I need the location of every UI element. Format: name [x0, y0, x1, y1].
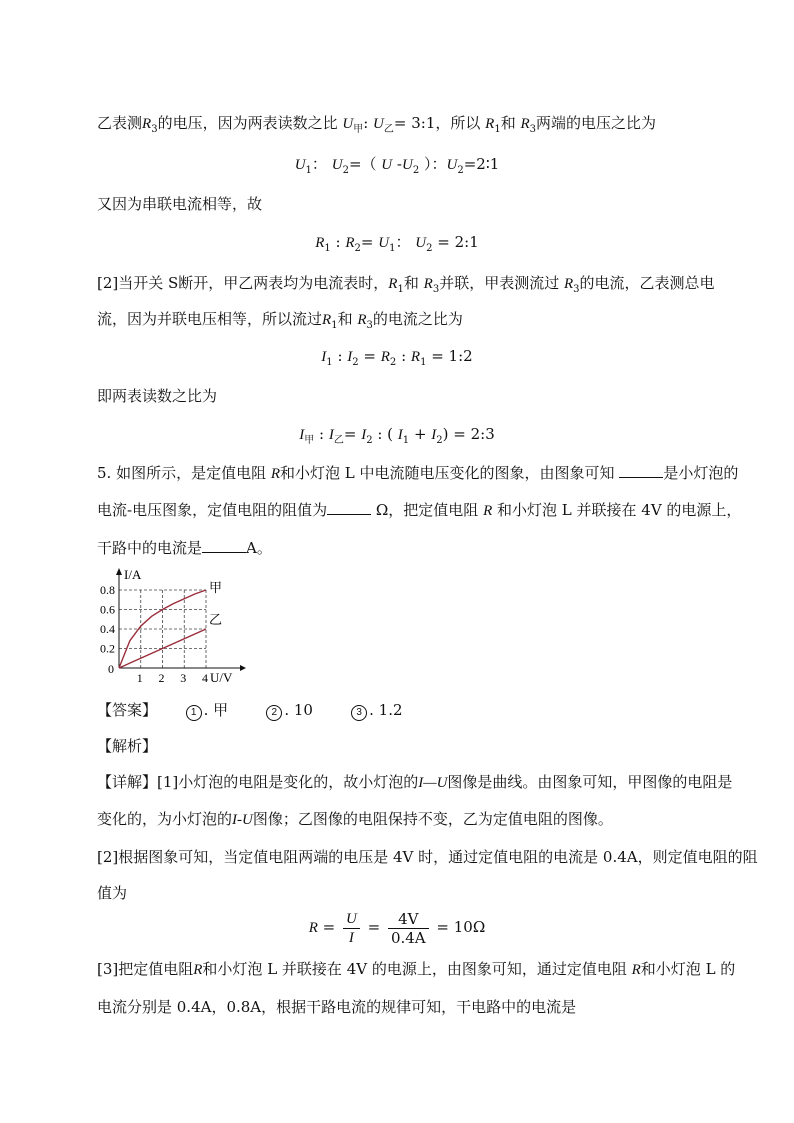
text-line: 电流分别是 0.4A，0.8A，根据干路电流的规律可知，干电路中的电流是 [97, 998, 577, 1016]
answer-blank[interactable] [327, 500, 371, 515]
text-line: 又因为串联电流相等，故 [97, 195, 263, 213]
question-line: 5. 如图所示，是定值电阻 R和小灯泡 L 中电流随电压变化的图象，由图象可知 是小灯泡的 [97, 464, 739, 482]
chart-grid [119, 590, 206, 668]
circled-number: 3 [351, 705, 367, 721]
text-line: [3]把定值电阻R和小灯泡 L 并联接在 4V 的电源上，由图象可知，通过定值电阻 R和小灯泡 L 的 [97, 960, 736, 978]
text-line: [2]根据图象可知，当定值电阻两端的电压是 4V 时，通过定值电阻的电流是 0.4A，则定值电阻的阻 [97, 848, 758, 866]
origin-label: 0 [108, 662, 114, 676]
equation: $I_1$ : $I_2 = R_2$ : $R_1$ = 1:2 [321, 347, 473, 368]
section-heading: 【解析】 [97, 737, 158, 755]
equation: $I_甲$ : $I_乙= I_2$ : ( $I_1 + I_2$) = 2:3 [299, 425, 495, 446]
text-line: 流，因为并联电压相等，所以流过$R_1$和 $R_3$的电流之比为 [97, 310, 463, 331]
iu-graph [100, 565, 250, 690]
series-label: 甲 [209, 581, 223, 596]
text-line: [2]当开关 S断开，甲乙两表均为电流表时，$R_1$和 $R_3$并联，甲表测流过 $R_3$的电流，乙表测总电 [97, 274, 715, 295]
equation: R = $\frac{U}{I}$ = $\frac{4V}{0.4A}$ = 10Ω [308, 909, 486, 947]
question-line: 干路中的电流是 A。 [97, 539, 272, 557]
text-line: 值为 [97, 884, 128, 902]
equation: $R_1$ : $R_2= U_1$： $U_2$ = 2:1 [315, 233, 479, 254]
text-line: 乙表测$R_3$的电压，因为两表读数之比 $U_甲$: $U_乙=$ 3:1，所以 $R_1$和 $R_3$两端的电压之比为 [97, 114, 657, 135]
y-tick-label: 0.8 [100, 583, 115, 597]
circled-number: 1 [186, 705, 202, 721]
x-tick-label: 2 [158, 671, 165, 685]
answer-blank[interactable] [619, 463, 663, 478]
text-line: 即两表读数之比为 [97, 387, 218, 405]
x-axis-arrow [240, 665, 246, 671]
circled-number: 2 [266, 705, 282, 721]
x-tick-label: 1 [136, 671, 143, 685]
question-line: 电流-电压图象，定值电阻的阻值为 Ω，把定值电阻 R 和小灯泡 L 并联接在 4V 的电源上， [97, 501, 742, 519]
x-tick-label: 4 [202, 671, 208, 685]
y-tick-label: 0.4 [100, 622, 115, 636]
text-line: 变化的，为小灯泡的I-U图像；乙图像的电阻保持不变，乙为定值电阻的图像。 [97, 810, 613, 828]
answer-blank[interactable] [202, 538, 246, 553]
y-tick-label: 0.6 [100, 602, 115, 617]
y-tick-label: 0.2 [100, 641, 115, 656]
answer-line: 【答案】 1 . 甲 2 . 10 3 . 1.2 [97, 701, 403, 719]
text-line: 【详解】[1]小灯泡的电阻是变化的，故小灯泡的I—U图像是曲线。由图象可知，甲图像的电阻是 [97, 773, 733, 791]
y-axis-arrow [116, 568, 122, 575]
x-axis-label: U/V [210, 670, 233, 685]
series-label: 乙 [209, 613, 223, 628]
x-tick-label: 3 [180, 671, 187, 685]
equation: $U_1$： $U_2=$（ U $-U_2$ ）：$U_2=2∶1$ [294, 155, 500, 176]
y-axis-label: I/A [124, 567, 142, 582]
